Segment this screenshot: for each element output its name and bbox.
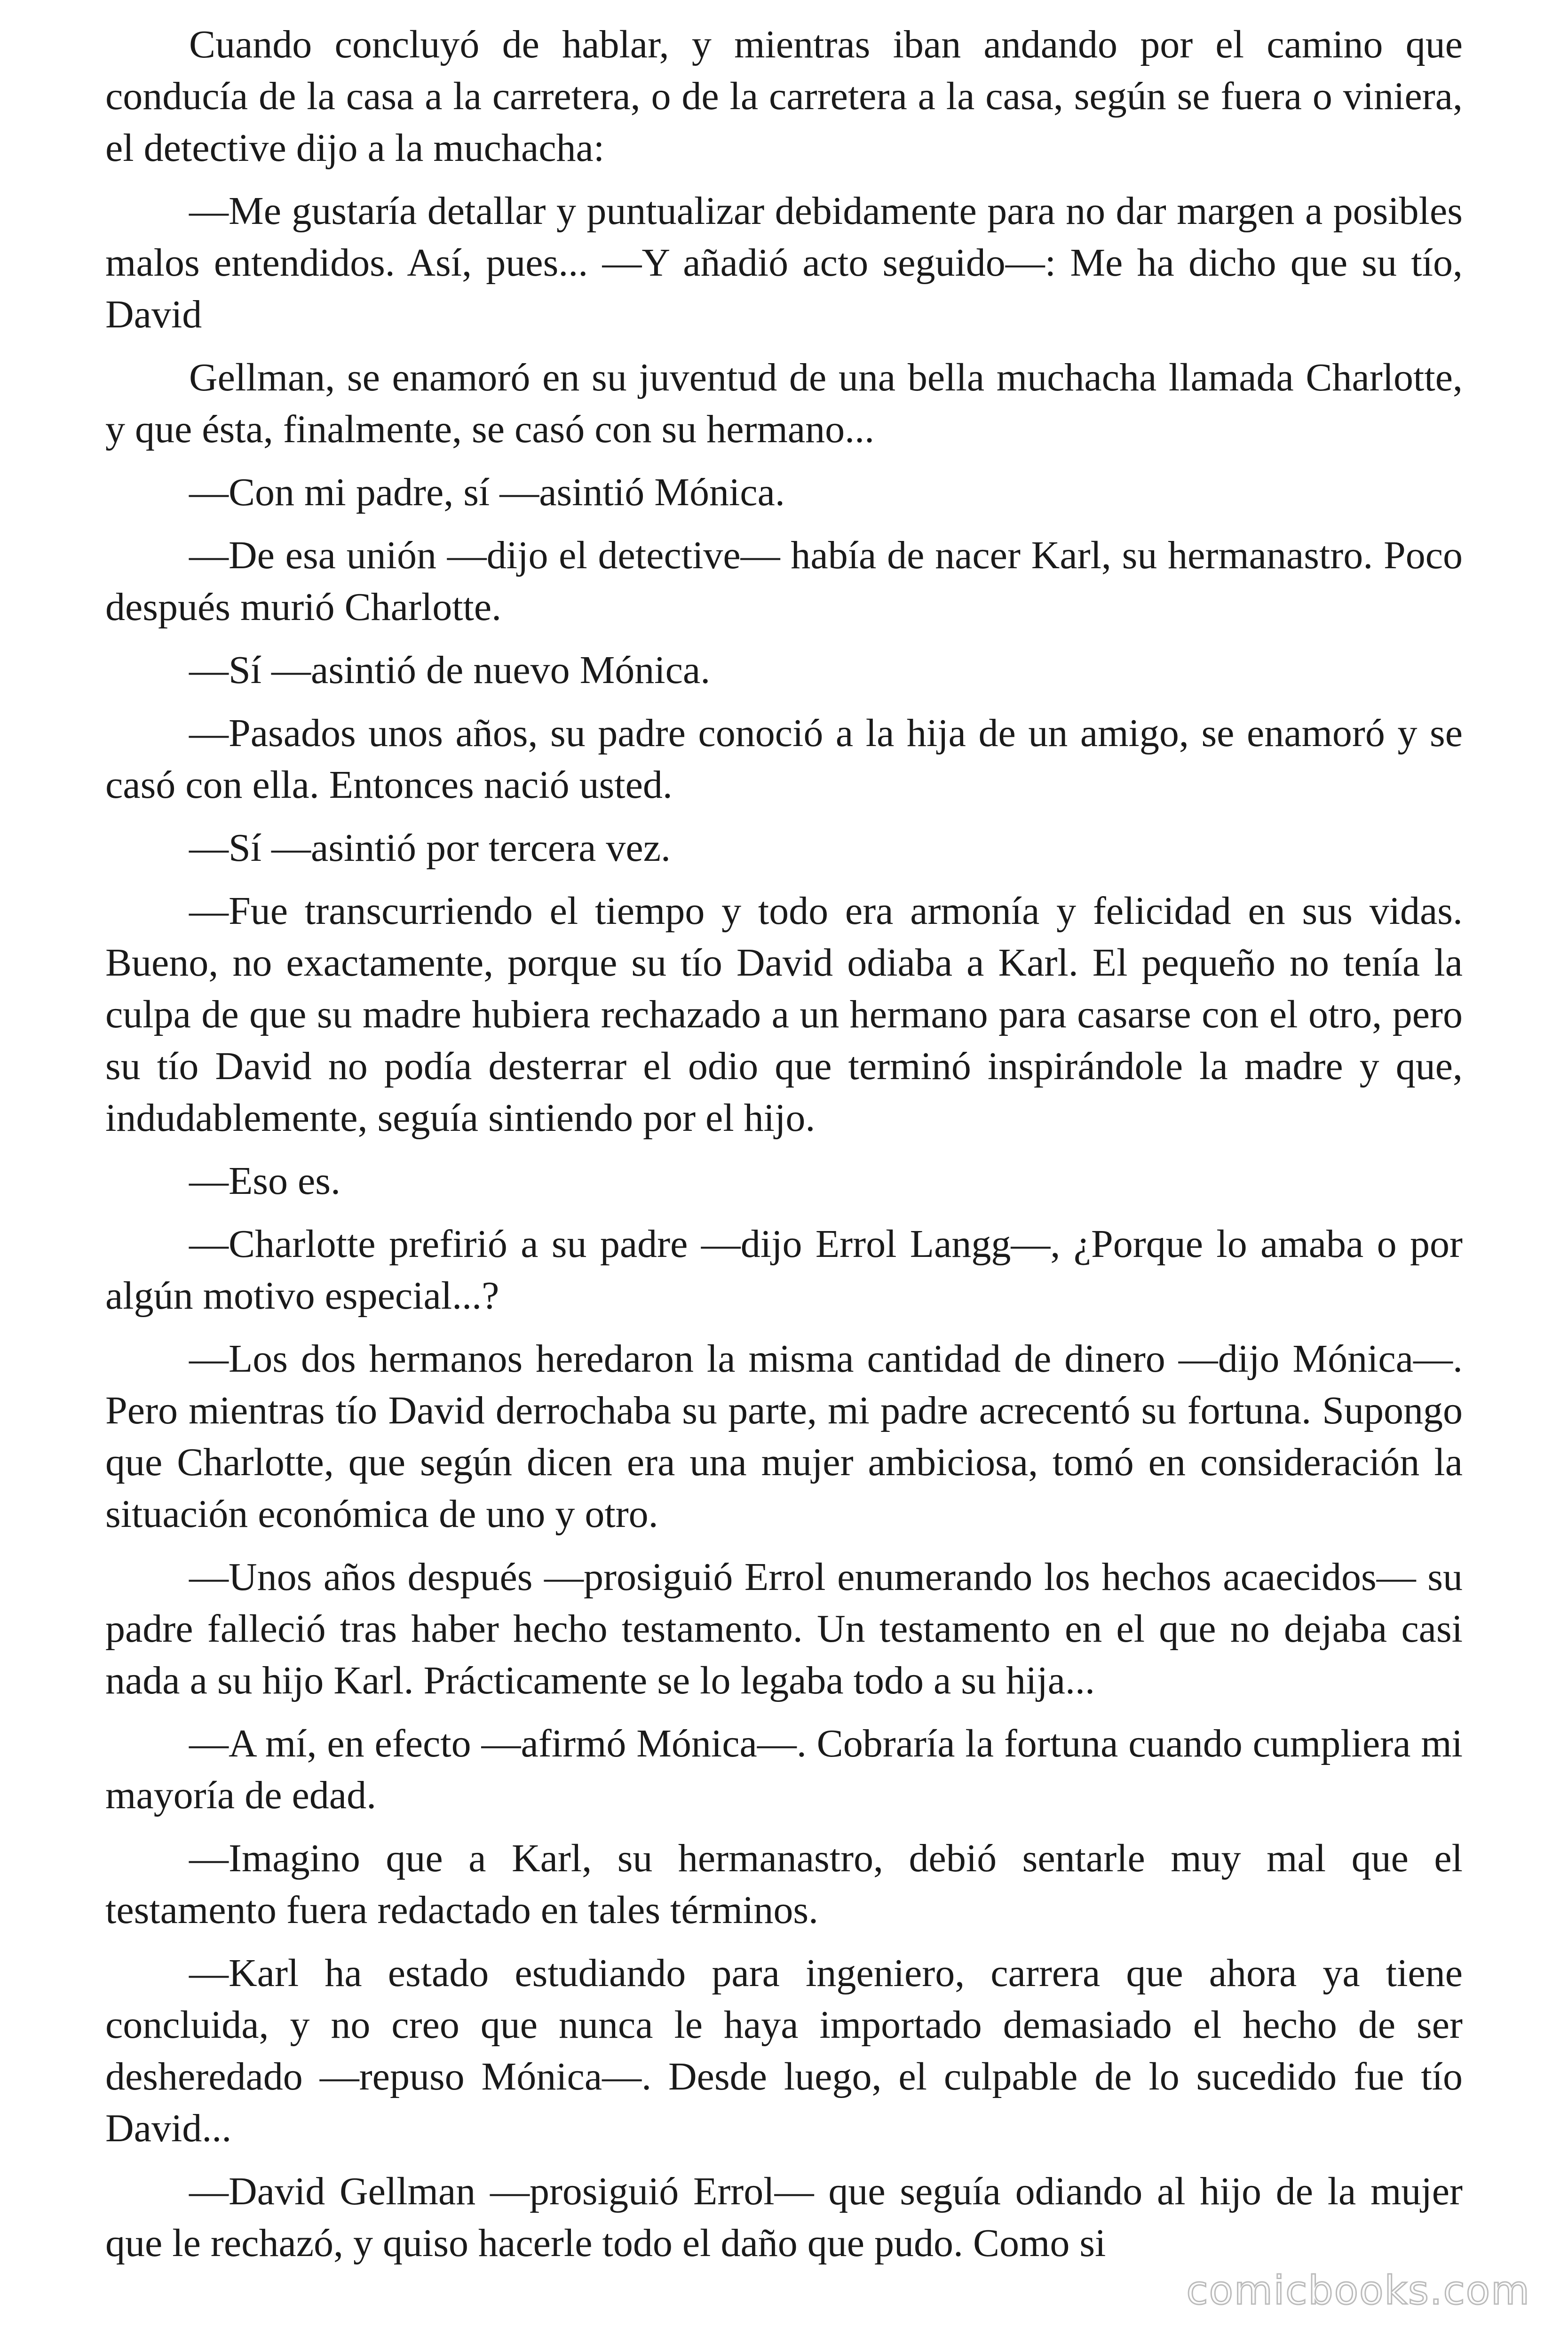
document-page	[105, 19, 1463, 2280]
paragraph-9: —Fue transcurriendo el tiempo y todo era armonía y felicidad en sus vidas. Bueno, no exactamente, porque su tío David odiaba a Karl. El pequeño no tenía la culpa de que su madre hubiera rechazado a un hermano para casarse con el otro, pero su tío David no podía desterrar el odio que terminó inspirándole la madre y que, indudablemente, seguía sintiendo por el hijo.	[105, 889, 1463, 1140]
paragraph-14: —A mí, en efecto —afirmó Mónica—. Cobraría la fortuna cuando cumpliera mi mayoría de edad.	[105, 1722, 1463, 1817]
paragraph-6: —Sí —asintió de nuevo Mónica.	[189, 648, 711, 692]
paragraph-13: —Unos años después —prosiguió Errol enumerando los hechos acaecidos— su padre falleció tras haber hecho testamento. Un testamento en el que no dejaba casi nada a su hijo Karl. Prácticamente se lo legaba todo a su hija...	[105, 1555, 1463, 1702]
paragraph-8: —Sí —asintió por tercera vez.	[189, 826, 671, 870]
paragraph-4: —Con mi padre, sí —asintió Mónica.	[189, 470, 785, 514]
paragraph-11: —Charlotte prefirió a su padre —dijo Errol Langg—, ¿Porque lo amaba o por algún motivo especial...?	[105, 1222, 1463, 1318]
paragraph-5: —De esa unión —dijo el detective— había de nacer Karl, su hermanastro. Poco después murió Charlotte.	[105, 533, 1463, 629]
paragraph-17: —David Gellman —prosiguió Errol— que seguía odiando al hijo de la mujer que le rechazó, y quiso hacerle todo el daño que pudo. Como si	[105, 2169, 1463, 2265]
paragraph-12: —Los dos hermanos heredaron la misma cantidad de dinero —dijo Mónica—. Pero mientras tío David derrochaba su parte, mi padre acrecentó su fortuna. Supongo que Charlotte, que según dicen era una mujer ambiciosa, tomó en consideración la situación económica de uno y otro.	[105, 1337, 1463, 1536]
paragraph-10: —Eso es.	[189, 1159, 341, 1203]
watermark-text: comicbooks.com	[1186, 2267, 1530, 2313]
paragraph-1: Cuando concluyó de hablar, y mientras iban andando por el camino que conducía de la casa a la carretera, o de la carretera a la casa, según se fuera o viniera, el detective dijo a la muchacha:	[105, 23, 1463, 170]
paragraph-7: —Pasados unos años, su padre conoció a la hija de un amigo, se enamoró y se casó con ella. Entonces nació usted.	[105, 711, 1463, 807]
paragraph-2: —Me gustaría detallar y puntualizar debidamente para no dar margen a posibles malos entendidos. Así, pues... —Y añadió acto seguido—: Me ha dicho que su tío, David	[105, 189, 1463, 336]
paragraph-3: Gellman, se enamoró en su juventud de una bella muchacha llamada Charlotte, y que ésta, finalmente, se casó con su hermano...	[105, 356, 1463, 451]
paragraph-16: —Karl ha estado estudiando para ingeniero, carrera que ahora ya tiene concluida, y no creo que nunca le haya importado demasiado el hecho de ser desheredado —repuso Mónica—. Desde luego, el culpable de lo sucedido fue tío David...	[105, 1951, 1463, 2150]
paragraph-15: —Imagino que a Karl, su hermanastro, debió sentarle muy mal que el testamento fuera redactado en tales términos.	[105, 1836, 1463, 1932]
